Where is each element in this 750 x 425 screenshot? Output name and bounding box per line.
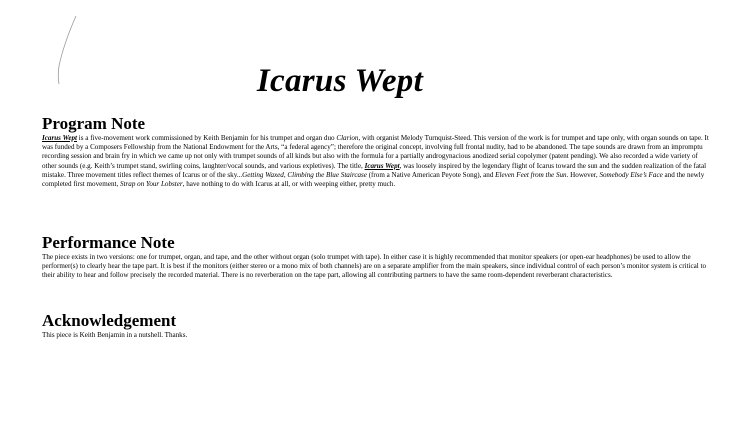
- movement-title: Somebody Else’s Face: [599, 170, 663, 179]
- movement-title: Eleven Feet from the Sun.: [495, 170, 569, 179]
- program-text-part: is a five-movement work commissioned by Keith Benjamin for his trumpet and organ duo: [77, 134, 337, 142]
- program-note-text: [42, 134, 712, 189]
- acknowledgement-text: This piece is Keith Benjamin in a nutshell. Thanks.: [42, 331, 188, 339]
- work-title-ref: Icarus Wept: [364, 161, 400, 170]
- program-text-part: , have nothing to do with Icarus at all, or with weeping either, pretty much.: [182, 180, 396, 189]
- performance-note-text: The piece exists in two versions: one for trumpet, organ, and tape, and the other without organ (solo trumpet with tape). In either case it is highly recommended that monitor speakers (or open-ear headphones) be used to allow the performer(s) to clearly hear the tape part. It is best if the monitors (either stereo or a mono mix of both channels) are on a separate amplifier from the main speakers, since individual control of each person’s monitor system is critical to their ability to hear and follow precisely the recorded material. There is no reverberation on the tape part, allowing all contributing partners to have the same room-dependent reverberant characteristics.: [42, 253, 707, 280]
- acknowledgement-section: [42, 312, 712, 340]
- program-text-part: , with organist Melody Turnquist-Steed. This version of the work is for trumpet and tape only, with organ sounds on tape. It was funded by a Composers Fellowship from the National Endowment for the Arts, “a federal agency”; therefore the original concept, involving full frontal nudity, had to be abandoned. The tape sounds are drawn from an impromptu recording session and brain fry in which we came up not only with trumpet sounds of all kinds but also with the formula for a partially androgynacious anodized serial copolymer (patent pending). We also recorded a wide variety of other sounds (e.g. Keith’s trumpet stand, swirling coins, laughter/vocal sounds, and various expletives). The title,: [42, 134, 709, 170]
- program-text-part: However,: [568, 170, 600, 179]
- movement-title: Strap on Your Lobster: [120, 180, 183, 189]
- duo-name: Clarion: [336, 134, 359, 142]
- program-text-part: (from a Native American Peyote Song), and: [366, 170, 496, 179]
- document-title: [0, 63, 680, 100]
- acknowledgement-heading: Acknowledgement: [42, 311, 177, 330]
- program-note-section: [42, 115, 712, 189]
- document-title-text: Icarus Wept: [256, 63, 424, 99]
- program-text-part: , was loosely inspired by the legendary flight of Icarus toward the sun and the sudden realization of the fatal mistake. Three movement titles reflect themes of Icarus or of the sky...: [42, 161, 707, 179]
- movement-titles: Getting Waxed, Climbing the Blue Staircase: [242, 170, 367, 179]
- program-note-heading: Program Note: [42, 114, 146, 133]
- work-title-ref: Icarus Wept: [42, 134, 78, 142]
- performance-note-heading: Performance Note: [42, 233, 175, 252]
- program-text-part: and the newly completed first movement,: [42, 170, 705, 189]
- performance-note-section: [42, 234, 712, 281]
